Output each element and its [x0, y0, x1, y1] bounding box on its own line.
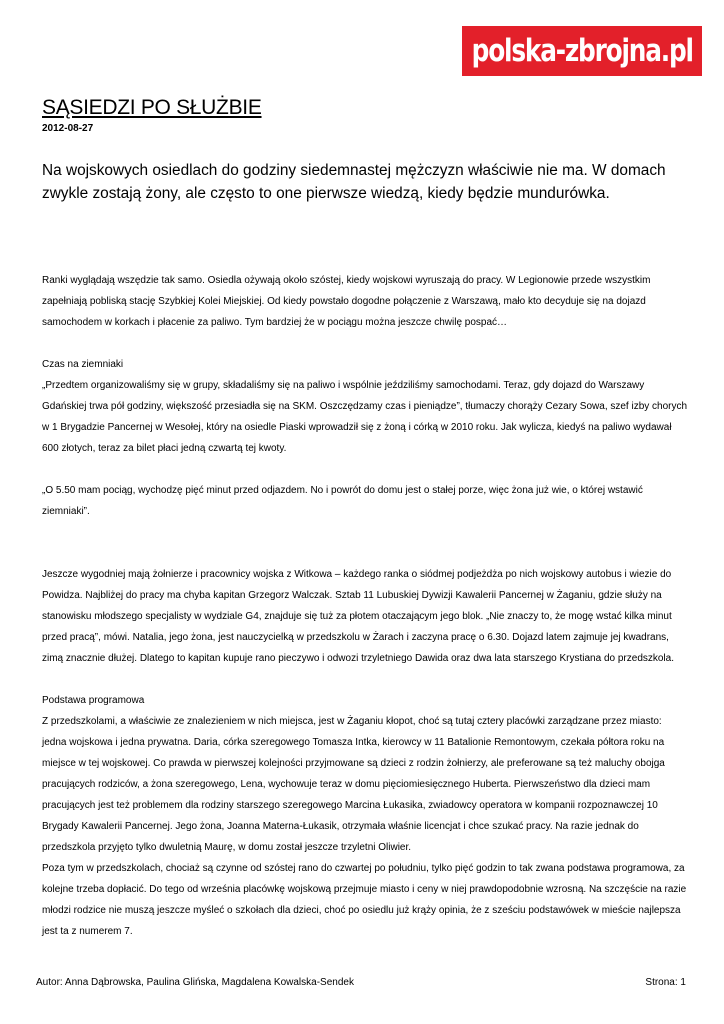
article-date: 2012-08-27 [42, 123, 94, 134]
site-logo[interactable] [462, 26, 702, 76]
section-heading: Czas na ziemniaki [42, 359, 124, 370]
page-footer [36, 977, 686, 988]
paragraph: Ranki wyglądają wszędzie tak samo. Osiedla ożywają około szóstej, kiedy wojskowi wyruszają do pracy. W Legionowie przede wszystkim zapełniają pobliską stację Szybkiej Kolei Miejskiej. Od kiedy powstało dogodne połączenie z Warszawą, mało kto decyduje się na dojazd samochodem w korkach i płacenie za paliwo. Tym bardziej że w pociągu można jeszcze chwilę pospać… [42, 275, 651, 328]
footer-authors: Autor: Anna Dąbrowska, Paulina Glińska, Magdalena Kowalska-Sendek [36, 977, 354, 988]
section-heading: Podstawa programowa [42, 695, 145, 706]
page-number: Strona: 1 [645, 977, 686, 988]
article-title: SĄSIEDZI PO SŁUŻBIE [42, 96, 262, 119]
paragraph: Poza tym w przedszkolach, chociaż są czynne od szóstej rano do czwartej po południu, tylko pięć godzin to tak zwana podstawa programowa, za kolejne trzeba dopłacić. Do tego od września placówkę wojskową przejmuje miasto i ceny w niej prawdopodobnie wzrosną. Na szczęście na razie młodzi rodzice nie muszą jeszcze myśleć o szkołach dla dzieci, choć po osiedlu już krąży opinia, że z sześciu podstawówek w mieście najlepsza jest ta z numerem 7. [42, 863, 687, 937]
logo-text: polska-zbrojna.pl [471, 33, 693, 69]
paragraph: „O 5.50 mam pociąg, wychodzę pięć minut przed odjazdem. No i powrót do domu jest o stałej porze, więc żona już wie, o której wstawić ziemniaki”. [42, 485, 643, 517]
paragraph: Jeszcze wygodniej mają żołnierze i pracownicy wojska z Witkowa – każdego ranka o siódmej podjeżdża po nich wojskowy autobus i wiezie do Powidza. Najbliżej do pracy ma chyba kapitan Grzegorz Walczak. Sztab 11 Lubuskiej Dywizji Kawalerii Pancernej w Żaganiu, gdzie służy na stanowisku młodszego specjalisty w wydziale G4, znajduje się tuż za płotem otaczającym jego blok. „Nie znaczy to, że mogę wstać kilka minut przed pracą”, mówi. Natalia, jego żona, jest nauczycielką w przedszkolu w Żarach i zaczyna pracę o 6.30. Dojazd latem zajmuje jej kwadrans, zimą znacznie dłużej. Dlatego to kapitan kupuje rano pieczywo i odwozi trzyletniego Dawida oraz dwa lata starszego Krystiana do przedszkola. [42, 569, 674, 664]
article-lead: Na wojskowych osiedlach do godziny siedemnastej mężczyzn właściwie nie ma. W domach zwykle zostają żony, ale często to one pierwsze wiedzą, kiedy będzie mundurówka. [42, 162, 666, 202]
article-body [42, 270, 688, 942]
paragraph: „Przedtem organizowaliśmy się w grupy, składaliśmy się na paliwo i wspólnie jeździliśmy samochodami. Teraz, gdy dojazd do Warszawy Gdańskiej trwa pół godziny, większość przesiadła się na SKM. Oszczędzamy czas i pieniądze”, tłumaczy chorąży Cezary Sowa, szef izby chorych w 1 Brygadzie Pancernej w Wesołej, który na osiedle Piaski wprowadził się z żoną i córką w 2010 roku. Jak wylicza, kiedyś na paliwo wydawał 600 złotych, teraz za bilet płaci jedną czwartą tej kwoty. [42, 380, 688, 454]
paragraph: Z przedszkolami, a właściwie ze znalezieniem w nich miejsca, jest w Żaganiu kłopot, choć są tutaj cztery placówki zarządzane przez miasto: jedna wojskowa i jedna prywatna. Daria, córka szeregowego Tomasza Intka, kierowcy w 11 Batalionie Remontowym, czekała półtora roku na miejsce w tej wojskowej. Co prawda w pierwszej kolejności przyjmowane są dzieci z rodzin żołnierzy, ale preferowane są też maluchy obojga pracujących rodziców, a żona szeregowego, Lena, wychowuje teraz w domu pięciomiesięcznego Huberta. Pierwszeństwo dla dzieci mam pracujących jest też problemem dla rodziny starszego szeregowego Marcina Łukasika, zwiadowcy operatora w kompanii rozpoznawczej 10 Brygady Kawalerii Pancernej. Jego żona, Joanna Materna-Łukasik, otrzymała właśnie licencjat i chce szukać pracy. Na razie jednak do przedszkola przyjęto tylko dwuletnią Maurę, w domu został jeszcze trzyletni Oliwier. [42, 716, 665, 853]
